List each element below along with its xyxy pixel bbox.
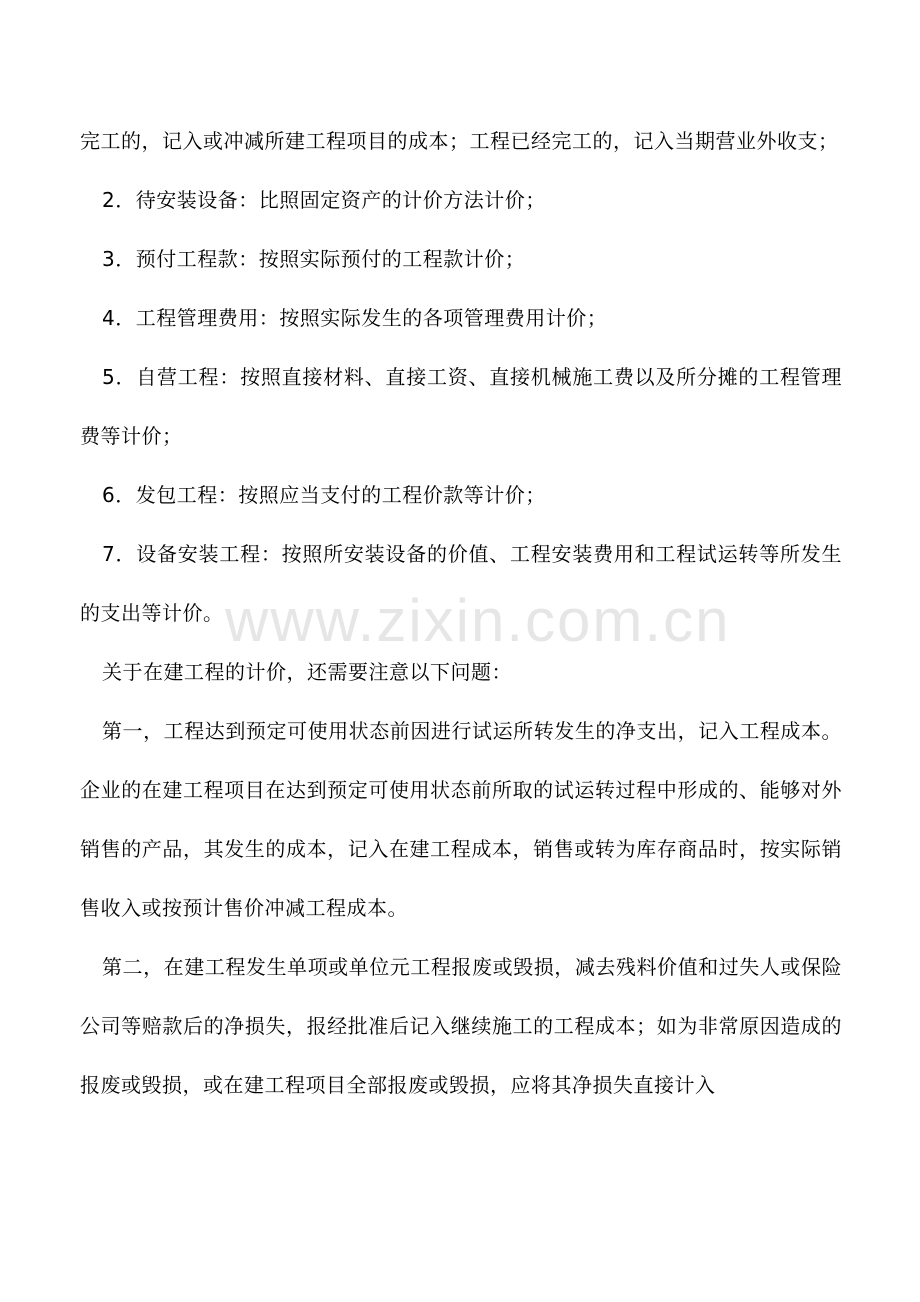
list-item-4: 4．工程管理费用：按照实际发生的各项管理费用计价； [102,306,608,330]
list-item-3: 3．预付工程款：按照实际预付的工程款计价； [102,247,526,271]
list-item-5: 5．自营工程：按照直接材料、直接工资、直接机械施工费以及所分摊的工程管理费等计价； [80,365,842,448]
list-item-6: 6．发包工程：按照应当支付的工程价款等计价； [102,483,546,507]
watermark-text: www.zixin.com.cn [225,587,731,654]
paragraph-first: 第一，工程达到预定可使用状态前因进行试运所转发生的净支出，记入工程成本。企业的在建工程项目在达到预定可使用状态前所取的试运转过程中形成的、能够对外销售的产品，其发生的成本，记入在建工程成本，销售或转为库存商品时，按实际销售收入或按预计售价冲减工程成本。 [80,719,842,920]
list-item-7: 7．设备安装工程：按照所安装设备的价值、工程安装费用和工程试运转等所发生的支出等计价。 [80,542,842,625]
document-body [80,112,842,1115]
section-intro: 关于在建工程的计价，还需要注意以下问题： [102,660,512,684]
paragraph-continuation: 完工的，记入或冲减所建工程项目的成本；工程已经完工的，记入当期营业外收支； [80,129,839,153]
paragraph-second: 第二，在建工程发生单项或单位元工程报废或毁损，减去残料价值和过失人或保险公司等赔款后的净损失，报经批准后记入继续施工的工程成本；如为非常原因造成的报废或毁损，或在建工程项目全部报废或毁损，应将其净损失直接计入 [80,955,842,1097]
list-item-2: 2．待安装设备：比照固定资产的计价方法计价； [102,188,546,212]
